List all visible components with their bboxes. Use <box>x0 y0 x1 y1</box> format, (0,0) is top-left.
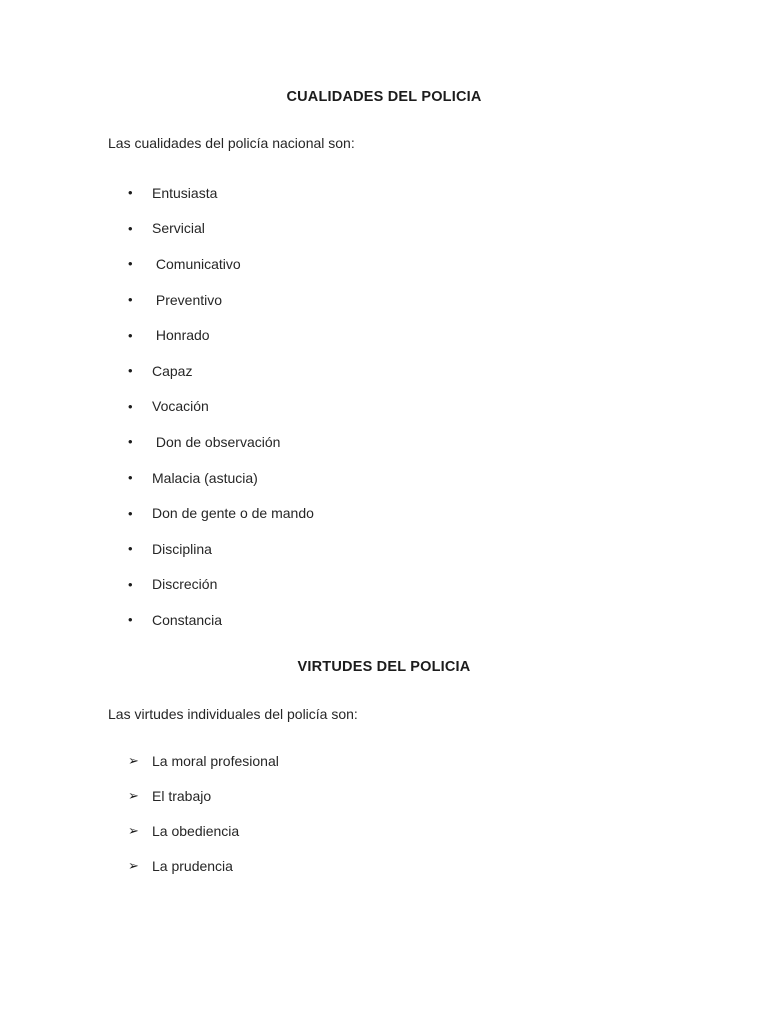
list-item <box>128 778 279 813</box>
intro-cualidades: Las cualidades del policía nacional son: <box>108 135 355 151</box>
list-item-label: Servicial <box>152 220 205 237</box>
list-item-label: Discreción <box>152 576 218 593</box>
list-item-label: Constancia <box>152 611 223 628</box>
list-item-label: Don de observación <box>152 433 281 450</box>
list-item <box>128 495 314 531</box>
list-item-label: La moral profesional <box>152 752 279 769</box>
list-item <box>128 848 279 883</box>
list-item <box>128 317 314 353</box>
list-item <box>128 175 314 211</box>
list-item-label: Capaz <box>152 362 193 379</box>
intro-virtudes: Las virtudes individuales del policía son: <box>108 706 358 722</box>
bullet-dot-icon: • <box>128 612 133 628</box>
bullet-dot-icon: • <box>128 220 133 236</box>
bullet-dot-icon: • <box>128 292 133 308</box>
section-title-cualidades: CUALIDADES DEL POLICIA <box>286 89 482 105</box>
bullet-dot-icon: • <box>128 505 133 521</box>
cualidades-list <box>128 175 314 638</box>
list-item <box>128 602 314 638</box>
list-item-label: El trabajo <box>152 787 212 804</box>
list-item-label: Don de gente o de mando <box>152 505 314 522</box>
virtudes-list <box>128 743 279 883</box>
bullet-dot-icon: • <box>128 185 133 201</box>
list-item-label: Preventivo <box>152 291 223 308</box>
bullet-dot-icon: • <box>128 576 133 592</box>
list-item <box>128 424 314 460</box>
bullet-dot-icon: • <box>128 327 133 343</box>
list-item <box>128 813 279 848</box>
section-title-virtudes: VIRTUDES DEL POLICIA <box>297 659 471 675</box>
list-item-label: Vocación <box>152 398 209 415</box>
bullet-arrowhead-icon: ➢ <box>128 822 139 838</box>
list-item-label: La obediencia <box>152 822 240 839</box>
list-item-label: Disciplina <box>152 540 212 557</box>
bullet-dot-icon: • <box>128 470 133 486</box>
list-item-label: Comunicativo <box>152 255 241 272</box>
bullet-arrowhead-icon: ➢ <box>128 787 139 803</box>
list-item <box>128 389 314 425</box>
list-item-label: La prudencia <box>152 857 233 874</box>
list-item <box>128 567 314 603</box>
bullet-dot-icon: • <box>128 541 133 557</box>
list-item <box>128 282 314 318</box>
list-item <box>128 531 314 567</box>
bullet-arrowhead-icon: ➢ <box>128 857 139 873</box>
bullet-dot-icon: • <box>128 256 133 272</box>
list-item-label: Entusiasta <box>152 184 218 201</box>
bullet-dot-icon: • <box>128 434 133 450</box>
list-item <box>128 743 279 778</box>
bullet-dot-icon: • <box>128 398 133 414</box>
bullet-arrowhead-icon: ➢ <box>128 752 139 768</box>
list-item-label: Honrado <box>152 327 210 344</box>
list-item-label: Malacia (astucia) <box>152 469 258 486</box>
list-item <box>128 246 314 282</box>
bullet-dot-icon: • <box>128 363 133 379</box>
list-item <box>128 460 314 496</box>
list-item <box>128 353 314 389</box>
list-item <box>128 211 314 247</box>
